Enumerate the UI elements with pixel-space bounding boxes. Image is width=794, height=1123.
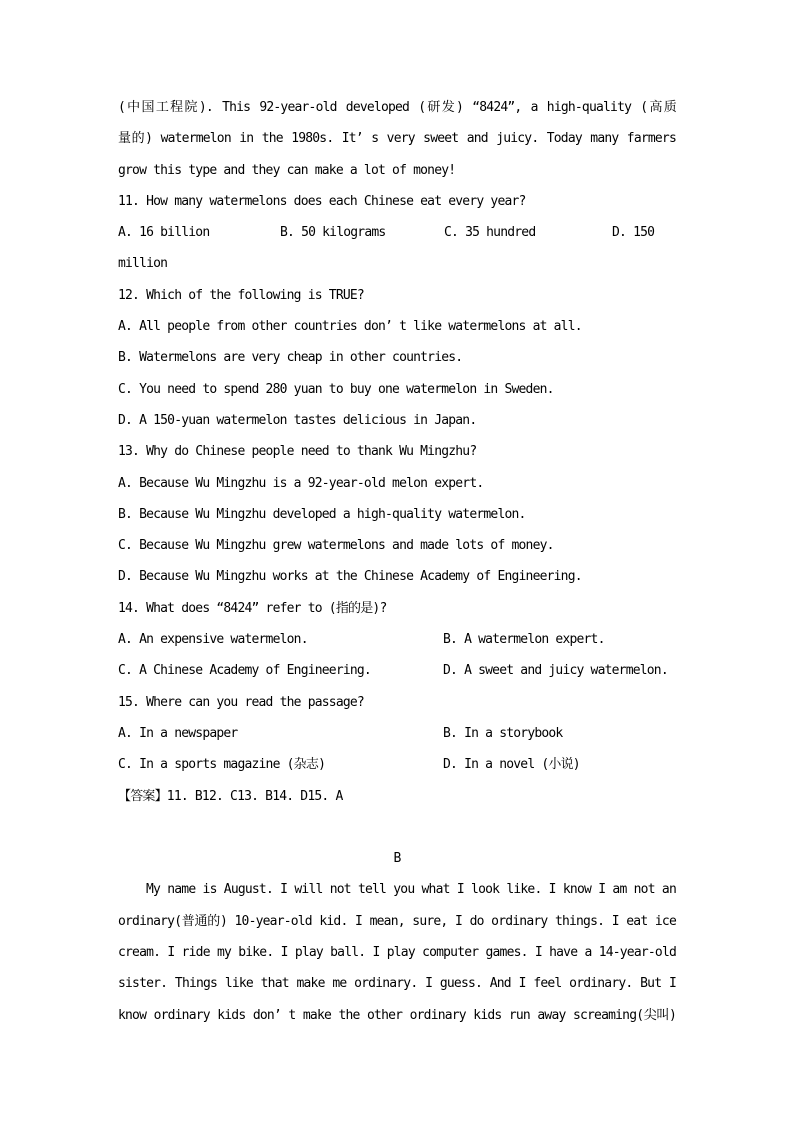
option-11-d: D. 150	[612, 225, 655, 241]
option-15-c: C. In a sports magazine (杂志)	[118, 757, 326, 773]
option-11-c: C. 35 hundred	[444, 225, 536, 241]
question-11-stem: 11. How many watermelons does each Chinese eat every year?	[118, 193, 526, 209]
option-12-b: B. Watermelons are very cheap in other countries.	[118, 350, 463, 366]
blank-line	[118, 812, 676, 843]
option-13-c: C. Because Wu Mingzhu grew watermelons and made lots of money.	[118, 538, 554, 554]
option-12-d: D. A 150-yuan watermelon tastes delicious in Japan.	[118, 412, 477, 428]
option-15-d: D. In a novel (小说)	[443, 757, 580, 773]
option-15-b: B. In a storybook	[443, 725, 563, 741]
passage-a-line: grow this type and they can make a lot of money!	[118, 162, 456, 178]
passage-b-line: know ordinary kids don’ t make the other ordinary kids run away screaming(尖叫)	[118, 1007, 676, 1023]
question-15-options-row-2	[118, 749, 676, 780]
question-14-stem: 14. What does “8424” refer to (指的是)?	[118, 600, 387, 616]
question-14-options-row-2	[118, 655, 676, 686]
question-11-options-row	[118, 217, 676, 248]
question-14-options-row-1	[118, 624, 676, 655]
passage-b-line: My name is August. I will not tell you what I look like. I know I am not an	[146, 882, 676, 898]
option-14-b: B. A watermelon expert.	[443, 632, 605, 648]
question-15-options-row-1	[118, 718, 676, 749]
option-12-a: A. All people from other countries don’ t like watermelons at all.	[118, 319, 582, 335]
option-15-a: A. In a newspaper	[118, 725, 238, 741]
option-14-a: A. An expensive watermelon.	[118, 632, 308, 648]
option-11-a: A. 16 billion	[118, 225, 210, 241]
question-13-stem: 13. Why do Chinese people need to thank Wu Mingzhu?	[118, 444, 477, 460]
question-15-stem: 15. Where can you read the passage?	[118, 694, 364, 710]
option-13-b: B. Because Wu Mingzhu developed a high-quality watermelon.	[118, 506, 526, 522]
passage-a-line: (中国工程院). This 92-year-old developed (研发) “8424”, a high-quality (高质	[118, 100, 676, 115]
option-13-d: D. Because Wu Mingzhu works at the Chinese Academy of Engineering.	[118, 569, 582, 585]
option-14-d: D. A sweet and juicy watermelon.	[443, 663, 668, 679]
passage-a-line: 量的) watermelon in the 1980s. It’ s very sweet and juicy. Today many farmers	[118, 131, 676, 147]
section-b-label: B	[393, 851, 401, 867]
passage-b-line: ordinary(普通的) 10-year-old kid. I mean, sure, I do ordinary things. I eat ice	[118, 913, 676, 929]
option-14-c: C. A Chinese Academy of Engineering.	[118, 663, 371, 679]
option-13-a: A. Because Wu Mingzhu is a 92-year-old melon expert.	[118, 475, 484, 491]
question-12-stem: 12. Which of the following is TRUE?	[118, 287, 364, 303]
passage-b-line: cream. I ride my bike. I play ball. I play computer games. I have a 14-year-old	[118, 945, 676, 961]
option-12-c: C. You need to spend 280 yuan to buy one watermelon in Sweden.	[118, 381, 554, 397]
option-11-d-wrap: million	[118, 256, 168, 272]
option-11-b: B. 50 kilograms	[280, 225, 386, 241]
passage-b-line: sister. Things like that make me ordinary. I guess. And I feel ordinary. But I	[118, 976, 676, 992]
answer-key-line: 【答案】11. B12. C13. B14. D15. A	[118, 788, 343, 804]
